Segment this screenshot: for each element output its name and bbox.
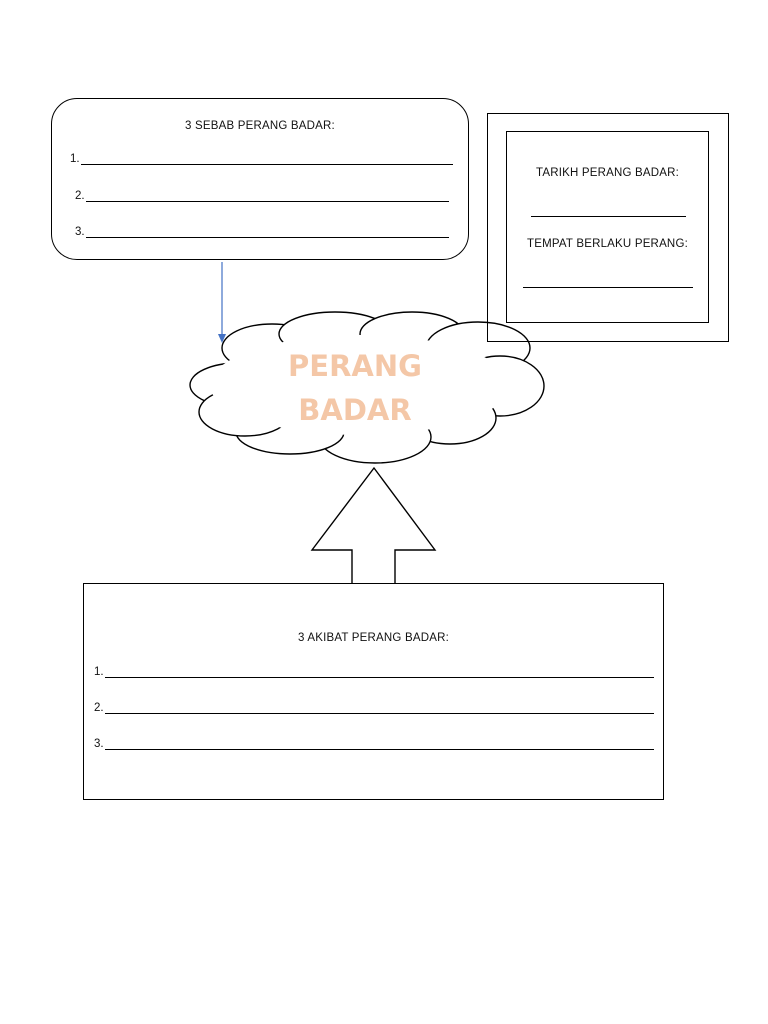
effect-blank-2[interactable] (105, 703, 654, 714)
effect-number-2: 2. (94, 702, 104, 714)
effect-line-2[interactable] (94, 702, 654, 714)
center-title (270, 344, 440, 432)
cause-number-2: 2. (75, 190, 85, 202)
effect-number-3: 3. (94, 738, 104, 750)
cause-line-2[interactable] (75, 190, 449, 202)
effects-title: 3 AKIBAT PERANG BADAR: (298, 632, 449, 644)
connector-arrow (218, 262, 226, 343)
date-blank[interactable] (531, 216, 686, 217)
cause-blank-3[interactable] (86, 227, 449, 238)
causes-title: 3 SEBAB PERANG BADAR: (185, 120, 335, 132)
cause-number-3: 3. (75, 226, 85, 238)
effect-blank-1[interactable] (105, 667, 654, 678)
date-box-inner (506, 131, 709, 323)
center-title-line-2: BADAR (298, 393, 412, 427)
effect-number-1: 1. (94, 666, 104, 678)
effect-line-3[interactable] (94, 738, 654, 750)
place-label: TEMPAT BERLAKU PERANG: (527, 238, 688, 250)
up-arrow-shape (312, 468, 435, 583)
date-label: TARIKH PERANG BADAR: (535, 167, 680, 179)
center-title-line-1: PERANG (288, 349, 422, 383)
cause-blank-1[interactable] (81, 154, 453, 165)
place-blank[interactable] (523, 287, 693, 288)
effect-line-1[interactable] (94, 666, 654, 678)
cause-number-1: 1. (70, 153, 80, 165)
effect-blank-3[interactable] (105, 739, 654, 750)
cause-line-3[interactable] (75, 226, 449, 238)
cause-line-1[interactable] (70, 153, 453, 165)
effects-box (83, 583, 664, 800)
cause-blank-2[interactable] (86, 191, 449, 202)
